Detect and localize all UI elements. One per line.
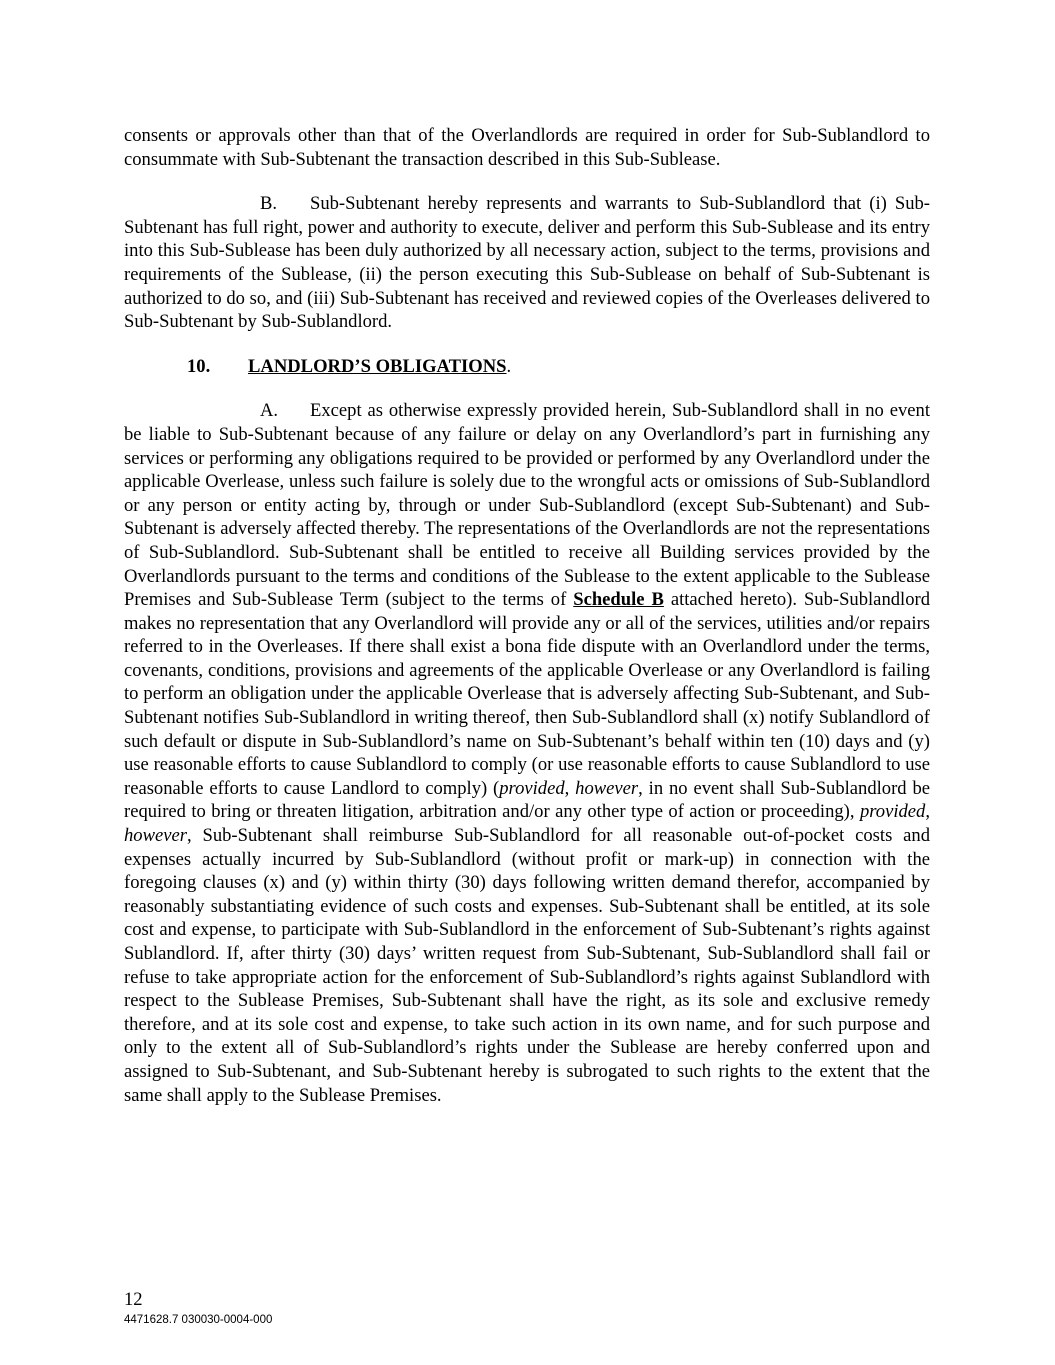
- section-title-suffix: .: [506, 355, 512, 377]
- paragraph-a-text-4: , Sub-Subtenant shall reimburse Sub-Sublandlord for all reasonable out-of-pocket costs and expenses actually incurred by Sub-Sublandlord (without profit or mark-up) in connection with the foregoing clauses (x) and (y) within thirty (30) days following written demand therefor, accompanied by reasonably substantiating evidence of such costs and expenses. Sub-Subtenant shall be entitled, at its sole cost and expense, to participate with Sub-Sublandlord in the enforcement of Sub-Subtenant’s rights against Sublandlord. If, after thirty (30) days’ written request from Sub-Subtenant, Sub-Sublandlord shall fail or refuse to take appropriate action for the enforcement of Sub-Sublandlord’s rights against Sublandlord with respect to the Sublease Premises, Sub-Subtenant shall have the right, as its sole and exclusive remedy therefore, and at its sole cost and expense, to take such action in its own name, and for such purpose and only to the extent all of Sub-Sublandlord’s rights under the Sublease are hereby conferred upon and assigned to Sub-Subtenant, and Sub-Subtenant hereby is subrogated to such rights to the extent that the same shall apply to the Sublease Premises.: [124, 825, 930, 1106]
- section-number: 10.: [187, 355, 211, 377]
- document-id: 4471628.7 030030-0004-000: [124, 1314, 273, 1326]
- paragraph-a-text-3: , in no event shall Sub-Sublandlord be required to bring or threaten litigation, arbitration and/or any other type of action or proceeding),: [124, 777, 930, 823]
- document-body: [124, 124, 930, 1107]
- page-number: 12: [124, 1289, 143, 1310]
- italic-however-1: however: [575, 777, 639, 799]
- paragraph-a-label: A.: [260, 400, 279, 422]
- italic-provided-1: provided: [499, 777, 565, 799]
- continuation-paragraph: consents or approvals other than that of the Overlandlords are required in order for Sub-Sublandlord to consummate with Sub-Subtenant the transaction described in this Sub-Sublease.: [124, 125, 930, 170]
- paragraph-a-text-2: attached hereto). Sub-Sublandlord makes no representation that any Overlandlord will provide any or all of the services, utilities and/or repairs referred to in the Overleases. If there shall exist a bona fide dispute with an Overlandlord under the terms, covenants, conditions, provisions and agreements of the applicable Overlease or any Overlandlord is failing to perform an obligation under the applicable Overlease that is adversely affecting Sub-Subtenant, and Sub-Subtenant notifies Sub-Sublandlord in writing thereof, then Sub-Sublandlord shall (x) notify Sublandlord of such default or dispute in Sub-Sublandlord’s name on Sub-Subtenant’s behalf within ten (10) days and (y) use reasonable efforts to cause Sublandlord to comply (or use reasonable efforts to cause Sublandlord to use reasonable efforts to cause Landlord to comply) (: [124, 589, 930, 799]
- schedule-b-reference: Schedule B: [573, 589, 664, 611]
- paragraph-a: [124, 399, 930, 1107]
- comma-2: ,: [925, 801, 930, 823]
- section-10-heading: [187, 355, 930, 379]
- section-title: LANDLORD’S OBLIGATIONS: [248, 355, 507, 377]
- paragraph-a-text-1: Except as otherwise expressly provided herein, Sub-Sublandlord shall in no event be liable to Sub-Subtenant because of any failure or delay on any Overlandlord’s part in furnishing any services or performing any obligations required to be provided or performed by any Overlandlord under the applicable Overlease, unless such failure is solely due to the wrongful acts or omissions of Sub-Sublandlord or any person or entity acting by, through or under Sub-Sublandlord (except Sub-Subtenant) and Sub-Subtenant is adversely affected thereby. The representations of the Overlandlords are not the representations of Sub-Sublandlord. Sub-Subtenant shall be entitled to receive all Building services provided by the Overlandlords pursuant to the terms and conditions of the Sublease to the extent applicable to the Sublease Premises and Sub-Sublease Term (subject to the terms of: [124, 400, 930, 611]
- paragraph-b-text: Sub-Subtenant hereby represents and warrants to Sub-Sublandlord that (i) Sub-Subtenant has full right, power and authority to execute, deliver and perform this Sub-Sublease and its entry into this Sub-Sublease has been duly authorized by all necessary action, subject to the terms, provisions and requirements of the Sublease, (ii) the person executing this Sub-Sublease on behalf of Sub-Subtenant is authorized to do so, and (iii) Sub-Subtenant has received and reviewed copies of the Overleases delivered to Sub-Subtenant by Sub-Sublandlord.: [124, 193, 930, 333]
- paragraph-b: [124, 192, 930, 334]
- paragraph-b-label: B.: [260, 193, 278, 215]
- comma-1: ,: [564, 777, 576, 799]
- italic-provided-2: provided: [859, 801, 926, 823]
- italic-however-2: however: [124, 825, 187, 847]
